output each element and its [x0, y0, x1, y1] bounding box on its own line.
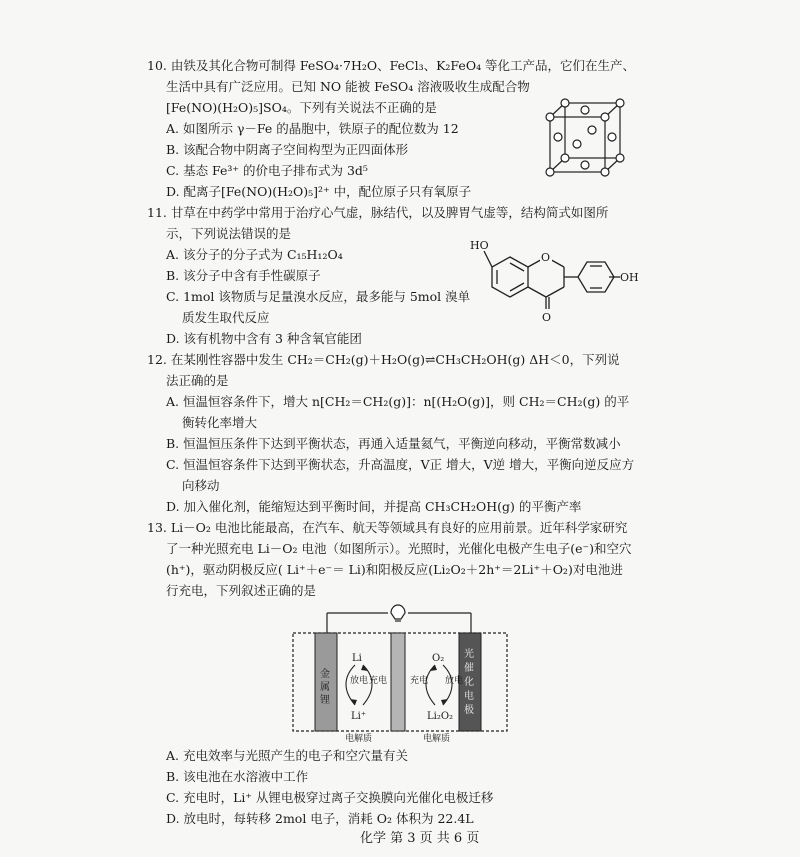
- photo-electrode-label-4: 电: [464, 691, 474, 702]
- ho-label: HO: [470, 239, 489, 252]
- o2-label: O₂: [432, 653, 445, 664]
- li-o2-battery-diagram: [285, 595, 515, 745]
- q12-option-c-line2: 向移动: [182, 478, 220, 493]
- photo-electrode-label-2: 催: [464, 663, 474, 674]
- right-charge-label: 充电: [410, 676, 429, 686]
- keto-oxygen-label: O: [542, 311, 552, 324]
- q12-option-d: D. 加入催化剂，能缩短达到平衡时间，并提高 CH₃CH₂OH(g) 的平衡产率: [166, 499, 582, 514]
- photo-electrode-label-1: 光: [464, 649, 474, 660]
- q10-option-a: A. 如图所示 γ－Fe 的晶胞中，铁原子的配位数为 12: [166, 121, 459, 136]
- oh-label: OH: [620, 271, 639, 284]
- left-charge-label: 充电: [369, 676, 388, 686]
- fcc-unit-cell-figure: [540, 95, 630, 185]
- q11-option-c-line2: 质发生取代反应: [182, 310, 270, 325]
- q11-option-c-line1: C. 1mol 该物质与足量溴水反应，最多能与 5mol 溴单: [166, 289, 471, 304]
- metal-electrode-label-3: 锂: [320, 695, 330, 706]
- q11-option-a: A. 该分子的分子式为 C₁₅H₁₂O₄: [166, 247, 343, 262]
- q12-option-b: B. 恒温恒压条件下达到平衡状态，再通入适量氦气，平衡逆向移动，平衡常数减小: [166, 436, 621, 451]
- q13-option-a: A. 充电效率与光照产生的电子和空穴量有关: [166, 748, 408, 763]
- q10-stem-line1: 10. 由铁及其化合物可制得 FeSO₄·7H₂O、FeCl₃、K₂FeO₄ 等化工产品，它们在生产、: [147, 58, 636, 73]
- q11-option-b: B. 该分子中含有手性碳原子: [166, 268, 321, 283]
- q11-option-d: D. 该有机物中含有 3 种含氧官能团: [166, 331, 362, 346]
- q12-option-a-line2: 衡转化率增大: [182, 415, 258, 430]
- q10-stem-line3: [Fe(NO)(H₂O)₅]SO₄。下列有关说法不正确的是: [166, 100, 437, 115]
- metal-electrode-label-1: 金: [320, 669, 330, 680]
- q13-option-b: B. 该电池在水溶液中工作: [166, 769, 309, 784]
- q10-option-b: B. 该配合物中阴离子空间构型为正四面体形: [166, 142, 409, 157]
- photo-electrode-label-5: 极: [464, 705, 474, 716]
- q13-option-d: D. 放电时，每转移 2mol 电子，消耗 O₂ 体积为 22.4L: [166, 811, 474, 826]
- q12-option-a-line1: A. 恒温恒容条件下，增大 n[CH₂＝CH₂(g)]：n[(H₂O(g)]，则 CH₂＝CH₂(g) 的平: [166, 394, 630, 409]
- left-discharge-label: 放电: [350, 676, 369, 686]
- li2o2-label: Li₂O₂: [427, 711, 454, 722]
- q10-stem-line2: 生活中具有广泛应用。已知 NO 能被 FeSO₄ 溶液吸收生成配合物: [166, 79, 530, 94]
- q13-stem-line4: 行充电，下列叙述正确的是: [166, 583, 317, 598]
- q13-stem-line2: 了一种光照充电 Li－O₂ 电池（如图所示）。光照时，光催化电极产生电子(e⁻)和空穴: [166, 541, 632, 556]
- q13-stem-line1: 13. Li－O₂ 电池比能最高，在汽车、航天等领域具有良好的应用前景。近年科学家研究: [147, 520, 628, 535]
- li-plus-label: Li⁺: [351, 711, 367, 722]
- structural-formula-figure: [470, 235, 640, 325]
- metal-electrode-label-2: 属: [320, 682, 330, 693]
- q12-stem-line2: 法正确的是: [166, 373, 229, 388]
- q10-option-d: D. 配离子[Fe(NO)(H₂O)₅]²⁺ 中，配位原子只有氧原子: [166, 184, 472, 199]
- q13-stem-line3: (h⁺)，驱动阴极反应( Li⁺＋e⁻＝ Li)和阳极反应(Li₂O₂＋2h⁺＝2Li⁺＋O₂)对电池进: [166, 562, 623, 577]
- li-label: Li: [352, 653, 362, 664]
- right-discharge-label: 放电: [445, 676, 464, 686]
- q10-option-c: C. 基态 Fe³⁺ 的价电子排布式为 3d⁵: [166, 163, 368, 178]
- photo-electrode-label-3: 化: [464, 677, 474, 688]
- q12-stem-line1: 12. 在某刚性容器中发生 CH₂＝CH₂(g)＋H₂O(g)⇌CH₃CH₂OH(g) ΔH＜0，下列说: [147, 352, 620, 367]
- q11-stem-line1: 11. 甘草在中药学中常用于治疗心气虚，脉结代，以及脾胃气虚等，结构简式如图所: [147, 205, 609, 220]
- page-footer: 化学 第 3 页 共 6 页: [360, 831, 480, 846]
- q13-option-c: C. 充电时，Li⁺ 从锂电极穿过离子交换膜向光催化电极迁移: [166, 790, 494, 805]
- ring-oxygen-label: O: [541, 251, 551, 264]
- q12-option-c-line1: C. 恒温恒容条件下达到平衡状态，升高温度，V正 增大，V逆 增大，平衡向逆反应方: [166, 457, 635, 472]
- left-electrolyte-label: 电解质: [345, 734, 373, 744]
- q11-stem-line2: 示，下列说法错误的是: [166, 226, 292, 241]
- right-electrolyte-label: 电解质: [423, 734, 451, 744]
